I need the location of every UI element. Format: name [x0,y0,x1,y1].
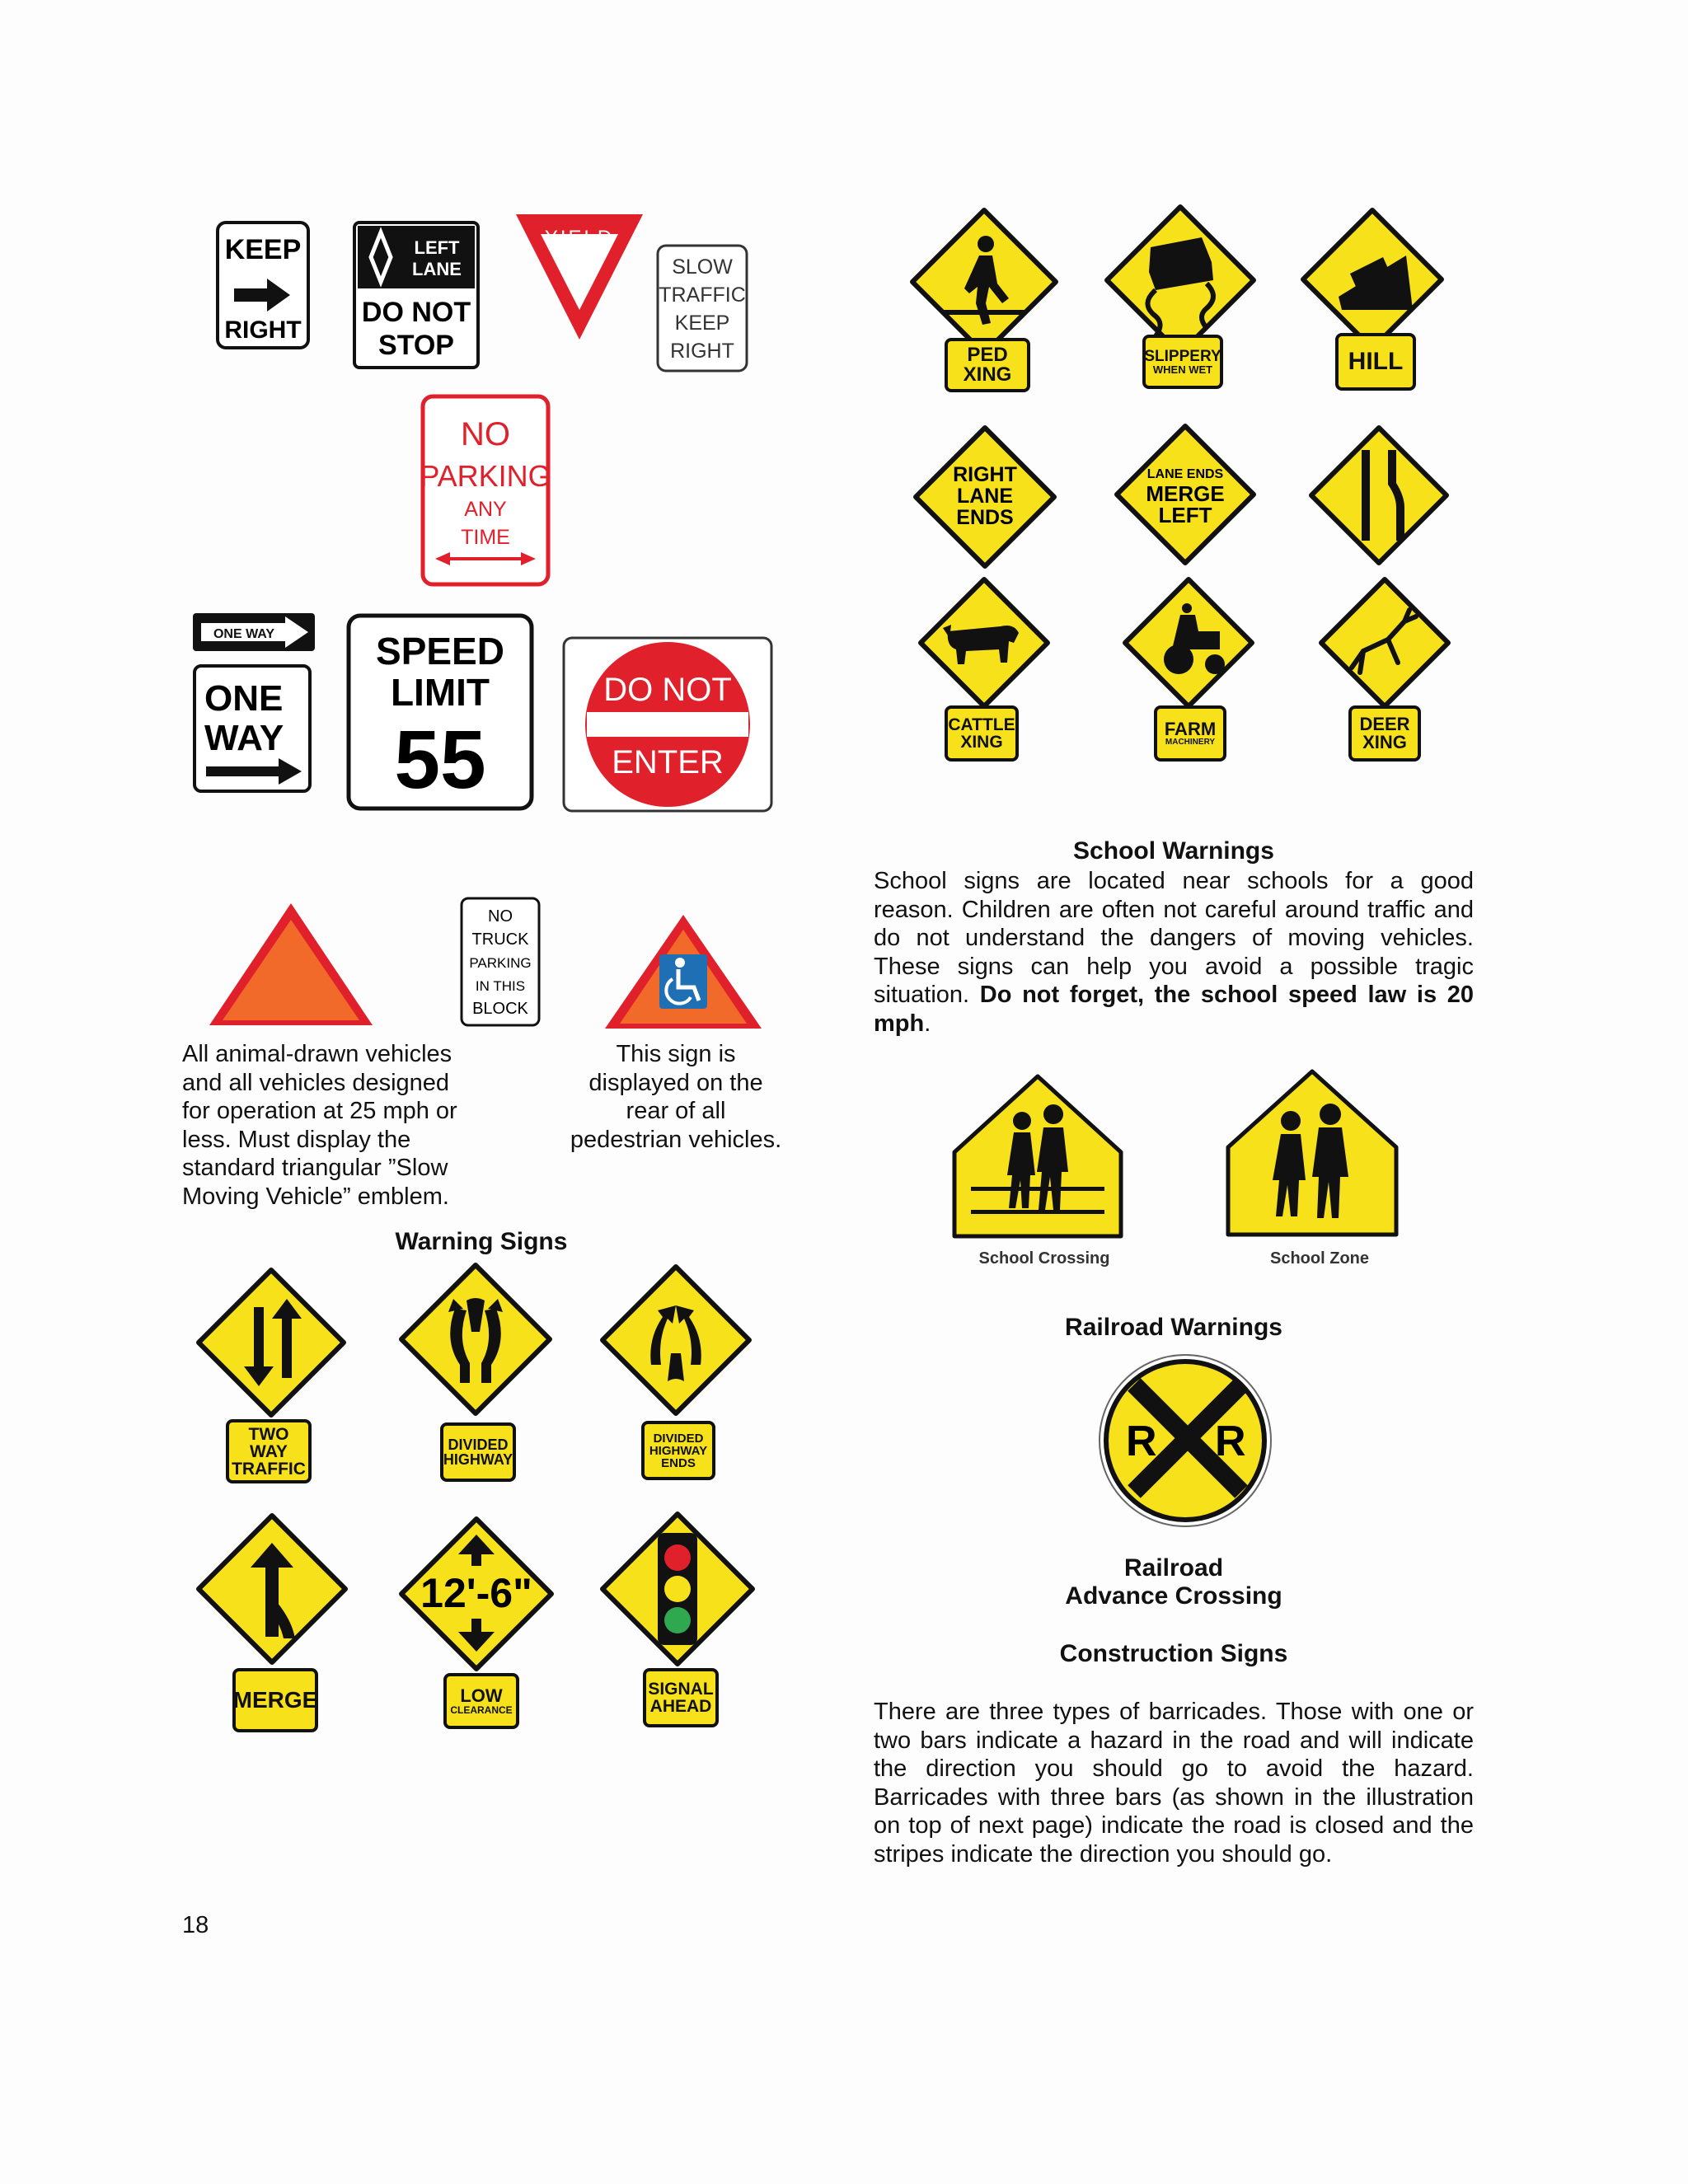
caption-line: Moving Vehicle” emblem. [182,1183,449,1210]
lane-ends-text: LANE ENDS [1146,467,1224,481]
caption-line: pedestrian vehicles. [570,1126,782,1153]
construction-paragraph: There are three types of barricades. Those with one or two bars indicate a hazard in the road and will indicate the direction you should go to avoid the hazard. Barricades with three bars (as shown in the illustration on top of next page) indicate the road is closed and the stripes indicate the direction you should go. [874,1699,1474,1868]
school-warnings-heading: School Warnings [1073,837,1274,865]
railroad-caption-2: Advance Crossing [1065,1582,1282,1610]
caption-line: less. Must display the [182,1126,411,1153]
divided-highway-ends-plaque [641,1421,715,1480]
railroad-warnings-heading: Railroad Warnings [1065,1314,1282,1341]
caption-line: standard triangular ”Slow [182,1155,448,1181]
one-way-small-sign [193,613,315,651]
green-light-icon [664,1607,691,1633]
plaque-line: XING [1362,732,1407,752]
railroad-letter-right: R [1215,1418,1246,1465]
plaque-line: ENDS [661,1455,696,1470]
plaque-line: TRAFFIC [232,1459,306,1479]
low-clearance-sign [399,1516,554,1671]
two-way-traffic-sign [196,1268,346,1418]
cattle-xing-plaque [945,705,1019,762]
plaque-line: DIVIDED [448,1436,509,1453]
lane-ends-merge-left-sign [1114,424,1256,565]
slow-traffic-keep-right-sign [656,244,748,373]
red-light-icon [664,1544,691,1571]
yield-sign [513,211,646,343]
low-clearance-plaque [443,1673,519,1729]
railroad-crossing-sign [1096,1352,1274,1530]
divided-highway-plaque [440,1422,516,1482]
warning-signs-heading: Warning Signs [395,1228,568,1255]
enter-text: ENTER [612,744,724,780]
yellow-light-icon [664,1576,691,1602]
caption-line: rear of all [626,1098,726,1124]
lane-text: LANE [412,259,462,279]
plaque-line: MACHINERY [1165,738,1216,747]
any-text: ANY [464,498,507,521]
railroad-caption-1: Railroad [1123,1554,1224,1582]
lane-narrows-sign [1309,425,1449,565]
two-way-traffic-plaque [226,1419,312,1483]
merge-sign [196,1513,348,1665]
ends-text: ENDS [956,506,1014,529]
truck-text: TRUCK [471,930,529,949]
farm-machinery-plaque [1154,705,1226,762]
school-crossing-caption: School Crossing [978,1249,1110,1268]
keep-right-sign [216,221,310,349]
school-speed-law: Do not forget, the school speed law is 20 mph [874,982,1474,1037]
plaque-line: HIGHWAY [649,1443,708,1458]
plaque-line: AHEAD [649,1697,712,1716]
plaque-line: HIGHWAY [443,1451,513,1468]
do-not-enter-sign [562,636,773,813]
in-this-text: IN THIS [475,978,526,994]
left-text: LEFT [1158,503,1212,527]
farm-machinery-sign [1123,577,1254,709]
plaque-line: CATTLE [948,715,1015,734]
right-text: RIGHT [670,340,734,363]
hill-plaque [1335,333,1416,391]
pedestrian-vehicle-emblem [602,912,765,1033]
plaque-line: XING [960,733,1003,752]
school-zone-sign [1225,1068,1400,1238]
plaque-line: MERGE [232,1687,318,1713]
plaque-line: LOW [460,1685,503,1706]
no-text: NO [488,907,513,926]
do-not-text: DO NOT [361,297,471,328]
caption-line: and all vehicles designed [182,1069,450,1096]
caption-line: All animal-drawn vehicles [182,1041,452,1067]
plaque-line: WHEN WET [1152,363,1213,376]
plaque-line: TWO WAY [248,1424,289,1461]
no-parking-sign [420,394,551,587]
keep-text: KEEP [674,312,730,335]
way-text: WAY [204,718,284,758]
plaque-line: DEER [1359,714,1410,734]
do-not-text: DO NOT [603,672,732,708]
plaque-line: SIGNAL [648,1680,714,1699]
slow-vehicle-caption [182,1040,462,1211]
divided-highway-ends-sign [600,1264,752,1416]
merge-text: MERGE [1146,481,1225,506]
hill-sign [1301,208,1444,351]
keep-text: KEEP [224,234,302,265]
caption-line: This sign is [616,1041,736,1067]
construction-signs-heading: Construction Signs [1059,1640,1288,1667]
time-text: TIME [461,526,510,549]
parking-text: PARKING [420,459,551,493]
caption-line: displayed on the [588,1069,763,1096]
parking-text: PARKING [469,955,532,971]
speed-limit-sign [346,613,534,811]
plaque-line: HILL [1348,348,1404,375]
caption-line: for operation at 25 mph or [182,1098,457,1124]
school-paragraph [874,867,1474,1038]
signal-ahead-plaque [643,1668,719,1727]
divided-highway-sign [399,1263,552,1416]
no-text: NO [461,416,510,452]
slow-moving-vehicle-emblem [206,900,376,1032]
slippery-when-wet-plaque [1142,335,1223,389]
one-way-small-text: ONE WAY [213,627,275,641]
signal-ahead-sign [600,1511,755,1666]
speed-value-text: 55 [394,714,486,806]
right-text: RIGHT [953,463,1017,486]
plaque-line: FARM [1164,719,1217,739]
one-text: ONE [204,678,284,719]
school-zone-caption: School Zone [1270,1249,1369,1268]
lane-text: LANE [956,485,1014,508]
school-text: School signs are located near schools for a good reason. Children are often not careful around traffic and do not understand the dangers of moving vehicles. These signs can help you avoid a possible tragic situation. [874,868,1474,1008]
clearance-value-text: 12'-6" [420,1570,532,1616]
block-text: BLOCK [472,1000,528,1018]
slow-text: SLOW [672,255,733,279]
period: . [924,1010,931,1037]
page-number: 18 [182,1912,209,1938]
plaque-line: SLIPPERY [1144,348,1221,365]
pedestrian-crossing-sign [910,208,1058,356]
speed-text: SPEED [376,630,504,673]
cattle-crossing-sign [918,577,1050,709]
slippery-when-wet-sign [1104,204,1256,356]
left-lane-do-not-stop-sign [353,221,480,369]
deer-crossing-sign [1319,577,1451,709]
plaque-line: DIVIDED [653,1431,704,1446]
right-text: RIGHT [224,316,302,344]
plaque-line: PED [967,344,1008,366]
stop-text: STOP [378,330,454,361]
no-truck-parking-sign [460,897,541,1027]
left-text: LEFT [414,237,460,258]
railroad-letter-left: R [1126,1418,1157,1465]
deer-xing-plaque [1348,705,1421,762]
traffic-text: TRAFFIC [659,284,746,307]
limit-text: LIMIT [390,671,490,714]
plaque-line: XING [963,363,1012,386]
plaque-line: CLEARANCE [450,1704,513,1716]
ped-xing-plaque [945,338,1030,392]
school-crossing-sign [951,1073,1124,1240]
yield-text: YIELD [544,227,615,249]
right-lane-ends-sign [913,425,1057,569]
pedestrian-vehicle-caption [544,1040,808,1154]
one-way-sign [193,664,312,793]
merge-plaque [232,1668,318,1732]
